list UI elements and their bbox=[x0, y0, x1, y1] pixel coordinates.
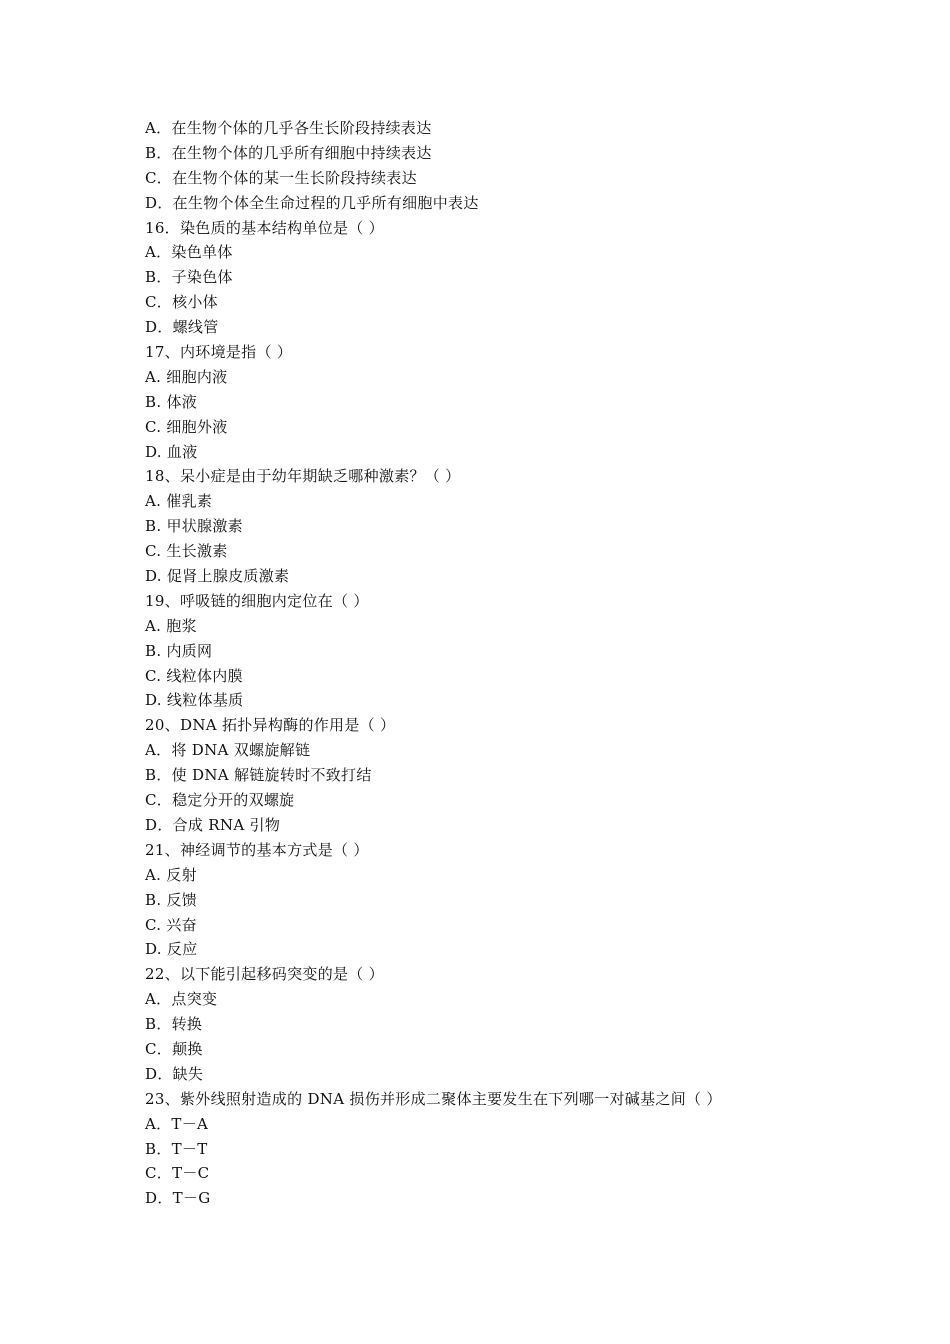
option-line: A．点突变 bbox=[145, 990, 218, 1009]
option-line: A．T－A bbox=[145, 1114, 209, 1133]
option-line: C. 细胞外液 bbox=[145, 417, 228, 436]
option-line: C. 兴奋 bbox=[145, 915, 197, 934]
option-line: A. 反射 bbox=[145, 865, 197, 884]
question-23: 23、紫外线照射造成的 DNA 损伤并形成二聚体主要发生在下列哪一对碱基之间（ ） bbox=[145, 1089, 722, 1108]
option-line: D．在生物个体全生命过程的几乎所有细胞中表达 bbox=[145, 193, 479, 212]
option-line: D．螺线管 bbox=[145, 318, 219, 337]
option-line: D．合成 RNA 引物 bbox=[145, 815, 281, 834]
option-line: B．转换 bbox=[145, 1015, 203, 1034]
question-21: 21、神经调节的基本方式是（ ） bbox=[145, 840, 369, 859]
option-line: D. 促肾上腺皮质激素 bbox=[145, 567, 290, 586]
option-line: A．在生物个体的几乎各生长阶段持续表达 bbox=[145, 119, 432, 137]
question-text-block bbox=[145, 116, 845, 1211]
option-line: B．使 DNA 解链旋转时不致打结 bbox=[145, 766, 372, 785]
option-line: C．在生物个体的某一生长阶段持续表达 bbox=[145, 168, 417, 187]
option-line: B．T－T bbox=[145, 1139, 208, 1158]
option-line: C．T－C bbox=[145, 1164, 210, 1183]
option-line: A. 催乳素 bbox=[145, 492, 213, 511]
question-17: 17、内环境是指（ ） bbox=[145, 343, 293, 362]
option-line: B．子染色体 bbox=[145, 268, 233, 287]
option-line: C．颠换 bbox=[145, 1039, 203, 1058]
option-line: C. 生长激素 bbox=[145, 542, 228, 561]
question-22: 22、以下能引起移码突变的是（ ） bbox=[145, 965, 384, 984]
option-line: B．在生物个体的几乎所有细胞中持续表达 bbox=[145, 143, 432, 162]
option-line: B. 甲状腺激素 bbox=[145, 517, 243, 536]
option-line: A. 胞浆 bbox=[145, 616, 197, 635]
option-line: A．染色单体 bbox=[145, 243, 233, 262]
option-line: A．将 DNA 双螺旋解链 bbox=[145, 741, 311, 760]
option-line: D. 线粒体基质 bbox=[145, 691, 244, 710]
option-line: C．核小体 bbox=[145, 293, 218, 312]
option-line: B. 内质网 bbox=[145, 641, 213, 660]
option-line: C．稳定分开的双螺旋 bbox=[145, 791, 295, 810]
option-line: C. 线粒体内膜 bbox=[145, 666, 243, 685]
option-line: D．缺失 bbox=[145, 1064, 204, 1083]
option-line: B. 反馈 bbox=[145, 890, 198, 909]
option-line: D. 血液 bbox=[145, 442, 198, 461]
question-18: 18、呆小症是由于幼年期缺乏哪种激素？（ ） bbox=[145, 467, 461, 486]
question-16: 16．染色质的基本结构单位是（ ） bbox=[145, 218, 384, 237]
question-20: 20、DNA 拓扑异构酶的作用是（ ） bbox=[145, 716, 396, 735]
option-line: D. 反应 bbox=[145, 940, 198, 959]
option-line: B. 体液 bbox=[145, 392, 198, 411]
option-line: D．T－G bbox=[145, 1189, 211, 1208]
question-19: 19、呼吸链的细胞内定位在（ ） bbox=[145, 591, 369, 610]
option-line: A. 细胞内液 bbox=[145, 367, 228, 386]
